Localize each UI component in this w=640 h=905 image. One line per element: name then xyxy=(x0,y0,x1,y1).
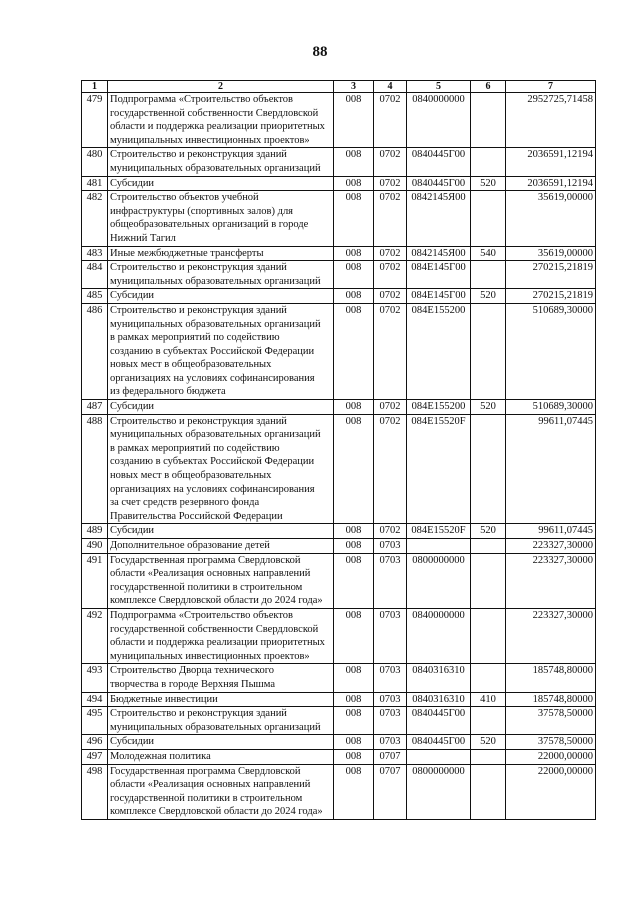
row-target-code: 0840445Г00 xyxy=(407,735,471,750)
row-target-code: 084Е15520F xyxy=(407,524,471,539)
row-amount: 223327,30000 xyxy=(506,539,596,554)
row-amount: 99611,07445 xyxy=(506,414,596,524)
column-header-target-code: 5 xyxy=(407,81,471,93)
row-expense-type: 520 xyxy=(471,289,506,304)
row-department-code: 008 xyxy=(334,553,374,608)
row-name: Государственная программа Свердловской области «Реализация основных направлений государственной политики в строительном комплексе Свердловской области до 2024 года» xyxy=(108,553,334,608)
row-name: Подпрограмма «Строительство объектов государственной собственности Свердловской области и поддержка реализации приоритетных муниципальных инвестиционных проектов» xyxy=(108,93,334,148)
row-target-code: 0800000000 xyxy=(407,553,471,608)
row-department-code: 008 xyxy=(334,707,374,735)
row-number: 482 xyxy=(82,191,108,246)
row-number: 486 xyxy=(82,303,108,399)
row-number: 495 xyxy=(82,707,108,735)
row-expense-type xyxy=(471,261,506,289)
row-number: 491 xyxy=(82,553,108,608)
row-department-code: 008 xyxy=(334,289,374,304)
row-amount: 35619,00000 xyxy=(506,191,596,246)
row-name: Строительство и реконструкция зданий муниципальных образовательных организаций в рамках мероприятий по содействию созданию в субъектах Российской Федерации новых мест в общеобразовательных организациях на условиях софинансирования за счет средств резервного фонда Правительства Российской Федерации xyxy=(108,414,334,524)
row-number: 496 xyxy=(82,735,108,750)
table-row xyxy=(82,289,596,304)
row-department-code: 008 xyxy=(334,303,374,399)
row-amount: 2036591,12194 xyxy=(506,148,596,176)
row-name: Молодежная политика xyxy=(108,749,334,764)
row-section-code: 0702 xyxy=(374,93,407,148)
row-name: Строительство и реконструкция зданий муниципальных образовательных организаций xyxy=(108,148,334,176)
column-header-section: 4 xyxy=(374,81,407,93)
table-row xyxy=(82,246,596,261)
row-department-code: 008 xyxy=(334,191,374,246)
row-section-code: 0703 xyxy=(374,608,407,663)
row-expense-type: 520 xyxy=(471,524,506,539)
row-number: 484 xyxy=(82,261,108,289)
row-section-code: 0703 xyxy=(374,735,407,750)
row-number: 483 xyxy=(82,246,108,261)
row-section-code: 0702 xyxy=(374,261,407,289)
table-row xyxy=(82,261,596,289)
row-department-code: 008 xyxy=(334,414,374,524)
row-number: 493 xyxy=(82,664,108,692)
row-name: Иные межбюджетные трансферты xyxy=(108,246,334,261)
row-section-code: 0702 xyxy=(374,414,407,524)
row-expense-type: 520 xyxy=(471,400,506,415)
column-header-expense-type: 6 xyxy=(471,81,506,93)
row-target-code xyxy=(407,749,471,764)
table-row xyxy=(82,148,596,176)
budget-table xyxy=(81,80,596,820)
row-section-code: 0702 xyxy=(374,400,407,415)
row-section-code: 0703 xyxy=(374,707,407,735)
row-expense-type xyxy=(471,664,506,692)
row-number: 490 xyxy=(82,539,108,554)
row-name: Субсидии xyxy=(108,735,334,750)
table-row xyxy=(82,191,596,246)
row-department-code: 008 xyxy=(334,764,374,819)
row-target-code: 0800000000 xyxy=(407,764,471,819)
row-target-code: 084Е155200 xyxy=(407,400,471,415)
row-target-code: 0840000000 xyxy=(407,608,471,663)
row-name: Государственная программа Свердловской области «Реализация основных направлений государственной политики в строительном комплексе Свердловской области до 2024 года» xyxy=(108,764,334,819)
row-target-code: 084Е145Г00 xyxy=(407,289,471,304)
row-expense-type xyxy=(471,303,506,399)
row-expense-type xyxy=(471,764,506,819)
row-number: 487 xyxy=(82,400,108,415)
row-amount: 22000,00000 xyxy=(506,764,596,819)
row-name: Дополнительное образование детей xyxy=(108,539,334,554)
row-name: Строительство и реконструкция зданий муниципальных образовательных организаций в рамках мероприятий по содействию созданию в субъектах Российской Федерации новых мест в общеобразовательных организациях на условиях софинансирования из федерального бюджета xyxy=(108,303,334,399)
table-row xyxy=(82,692,596,707)
page-number: 88 xyxy=(312,44,328,60)
row-department-code: 008 xyxy=(334,148,374,176)
row-department-code: 008 xyxy=(334,524,374,539)
row-section-code: 0703 xyxy=(374,664,407,692)
row-amount: 2036591,12194 xyxy=(506,176,596,191)
row-amount: 185748,80000 xyxy=(506,692,596,707)
row-section-code: 0702 xyxy=(374,176,407,191)
row-target-code: 0840445Г00 xyxy=(407,707,471,735)
row-department-code: 008 xyxy=(334,176,374,191)
row-department-code: 008 xyxy=(334,735,374,750)
row-number: 489 xyxy=(82,524,108,539)
row-expense-type: 520 xyxy=(471,735,506,750)
row-section-code: 0702 xyxy=(374,289,407,304)
table-row xyxy=(82,764,596,819)
row-name: Подпрограмма «Строительство объектов государственной собственности Свердловской области и поддержка реализации приоритетных муниципальных инвестиционных проектов» xyxy=(108,608,334,663)
row-section-code: 0703 xyxy=(374,539,407,554)
row-department-code: 008 xyxy=(334,664,374,692)
row-name: Строительство и реконструкция зданий муниципальных образовательных организаций xyxy=(108,707,334,735)
row-number: 498 xyxy=(82,764,108,819)
row-number: 479 xyxy=(82,93,108,148)
table-row xyxy=(82,749,596,764)
table-body xyxy=(82,93,596,820)
row-name: Строительство и реконструкция зданий муниципальных образовательных организаций xyxy=(108,261,334,289)
row-section-code: 0707 xyxy=(374,749,407,764)
row-expense-type xyxy=(471,93,506,148)
table-row xyxy=(82,400,596,415)
row-amount: 99611,07445 xyxy=(506,524,596,539)
row-amount: 37578,50000 xyxy=(506,707,596,735)
row-name: Строительство объектов учебной инфраструктуры (спортивных залов) для общеобразовательных организаций в городе Нижний Тагил xyxy=(108,191,334,246)
row-name: Субсидии xyxy=(108,289,334,304)
row-target-code: 0840316310 xyxy=(407,664,471,692)
row-section-code: 0702 xyxy=(374,148,407,176)
row-amount: 223327,30000 xyxy=(506,608,596,663)
row-number: 481 xyxy=(82,176,108,191)
row-name: Субсидии xyxy=(108,176,334,191)
column-header-number: 1 xyxy=(82,81,108,93)
row-amount: 510689,30000 xyxy=(506,400,596,415)
table-row xyxy=(82,524,596,539)
column-header-name: 2 xyxy=(108,81,334,93)
row-number: 488 xyxy=(82,414,108,524)
table-row xyxy=(82,664,596,692)
row-name: Субсидии xyxy=(108,524,334,539)
row-expense-type xyxy=(471,148,506,176)
row-target-code: 0840000000 xyxy=(407,93,471,148)
row-amount: 270215,21819 xyxy=(506,289,596,304)
table-row xyxy=(82,707,596,735)
row-department-code: 008 xyxy=(334,749,374,764)
row-section-code: 0702 xyxy=(374,524,407,539)
row-expense-type: 540 xyxy=(471,246,506,261)
column-header-department: 3 xyxy=(334,81,374,93)
row-department-code: 008 xyxy=(334,539,374,554)
row-number: 480 xyxy=(82,148,108,176)
table-row xyxy=(82,93,596,148)
row-amount: 510689,30000 xyxy=(506,303,596,399)
row-department-code: 008 xyxy=(334,400,374,415)
row-number: 494 xyxy=(82,692,108,707)
row-amount: 2952725,71458 xyxy=(506,93,596,148)
row-section-code: 0703 xyxy=(374,692,407,707)
row-name: Субсидии xyxy=(108,400,334,415)
row-target-code: 084Е15520F xyxy=(407,414,471,524)
table-row xyxy=(82,539,596,554)
row-expense-type: 520 xyxy=(471,176,506,191)
row-expense-type xyxy=(471,707,506,735)
table-row xyxy=(82,414,596,524)
row-name: Бюджетные инвестиции xyxy=(108,692,334,707)
row-target-code: 0840445Г00 xyxy=(407,176,471,191)
row-expense-type xyxy=(471,553,506,608)
row-target-code xyxy=(407,539,471,554)
row-target-code: 084Е145Г00 xyxy=(407,261,471,289)
row-section-code: 0702 xyxy=(374,191,407,246)
row-department-code: 008 xyxy=(334,246,374,261)
table-row xyxy=(82,303,596,399)
row-number: 485 xyxy=(82,289,108,304)
row-amount: 223327,30000 xyxy=(506,553,596,608)
row-amount: 270215,21819 xyxy=(506,261,596,289)
row-expense-type xyxy=(471,749,506,764)
table-row xyxy=(82,608,596,663)
row-expense-type xyxy=(471,414,506,524)
row-number: 492 xyxy=(82,608,108,663)
column-header-amount: 7 xyxy=(506,81,596,93)
row-expense-type: 410 xyxy=(471,692,506,707)
row-target-code: 0840316310 xyxy=(407,692,471,707)
row-target-code: 0842145Я00 xyxy=(407,246,471,261)
row-department-code: 008 xyxy=(334,93,374,148)
row-section-code: 0702 xyxy=(374,303,407,399)
row-section-code: 0703 xyxy=(374,553,407,608)
row-expense-type xyxy=(471,608,506,663)
row-department-code: 008 xyxy=(334,608,374,663)
row-number: 497 xyxy=(82,749,108,764)
row-section-code: 0707 xyxy=(374,764,407,819)
table-row xyxy=(82,553,596,608)
row-target-code: 0842145Я00 xyxy=(407,191,471,246)
row-amount: 22000,00000 xyxy=(506,749,596,764)
row-department-code: 008 xyxy=(334,261,374,289)
row-target-code: 0840445Г00 xyxy=(407,148,471,176)
row-expense-type xyxy=(471,191,506,246)
row-amount: 185748,80000 xyxy=(506,664,596,692)
table-row xyxy=(82,176,596,191)
row-name: Строительство Дворца технического творчества в городе Верхняя Пышма xyxy=(108,664,334,692)
row-department-code: 008 xyxy=(334,692,374,707)
row-target-code: 084Е155200 xyxy=(407,303,471,399)
row-amount: 37578,50000 xyxy=(506,735,596,750)
row-section-code: 0702 xyxy=(374,246,407,261)
row-expense-type xyxy=(471,539,506,554)
table-header-row xyxy=(82,81,596,93)
table-row xyxy=(82,735,596,750)
row-amount: 35619,00000 xyxy=(506,246,596,261)
